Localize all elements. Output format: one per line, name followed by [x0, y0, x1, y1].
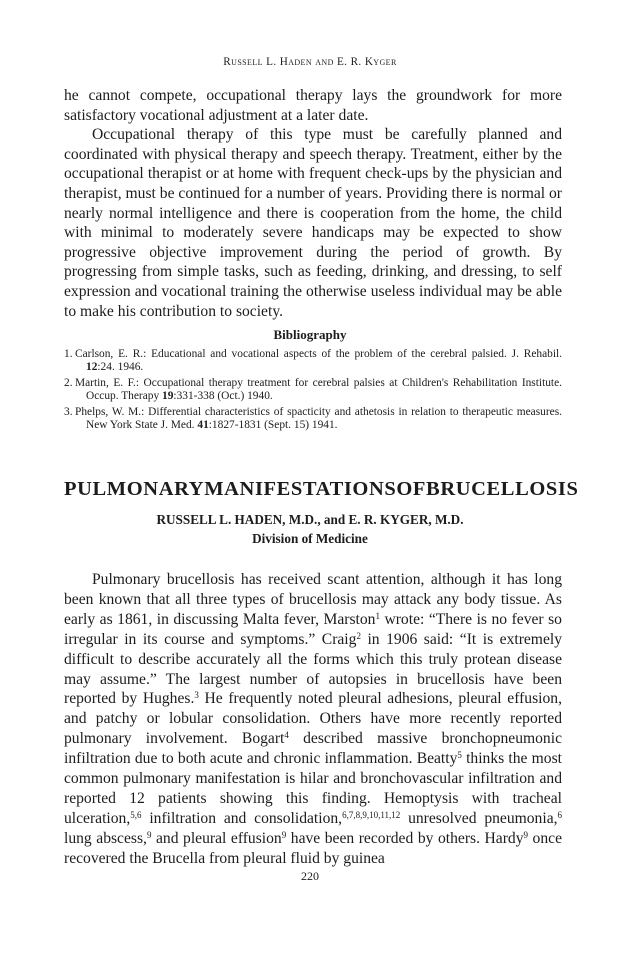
text-run: lung abscess,	[64, 829, 147, 847]
citation-ref: 9	[281, 829, 287, 840]
entry-text: Carlson, E. R.: Educational and vocational aspects of the problem of the cerebral palsied. J. Rehabil.	[75, 348, 562, 360]
citation-ref: 9	[146, 829, 152, 840]
citation-ref: 6	[557, 809, 563, 820]
entry-pages: :331-338 (Oct.) 1940.	[173, 390, 273, 403]
bibliography-entry	[64, 348, 562, 375]
citation-ref: 3	[194, 690, 199, 701]
title-word: BRUCELLOSIS	[426, 478, 579, 500]
text-run: once recovered the Brucella from pleural fluid by guinea	[64, 829, 562, 867]
continuation-text	[64, 86, 562, 321]
entry-volume: 41	[197, 419, 209, 432]
entry-volume: 12	[86, 361, 98, 374]
article-body	[64, 570, 562, 869]
entry-number: 2.	[64, 376, 73, 389]
text-run: described massive bronchopneumonic infiltration due to both acute and chronic inflammation. Beatty	[64, 730, 562, 768]
text-run: wrote: “There is no fever so irregular in its course and symptoms.” Craig	[64, 610, 562, 648]
citation-ref: 6,7,8,9,10,11,12	[342, 809, 401, 820]
citation-ref: 4	[284, 730, 289, 741]
citation-ref: 2	[356, 630, 361, 641]
citation-ref: 5,6	[130, 809, 142, 820]
article-division: Division of Medicine	[252, 531, 368, 546]
text-run: have been recorded by others. Hardy	[286, 829, 524, 847]
citation-ref: 9	[523, 829, 528, 840]
text-run: thinks the most common pulmonary manifestation is hilar and bronchovascular infiltration and reported 12 patients showing this finding. Hemoptysis with tracheal ulceration,	[64, 750, 562, 827]
entry-volume: 19	[162, 390, 174, 403]
bibliography-list	[64, 348, 562, 434]
bibliography-entry	[64, 377, 562, 404]
running-head: Russell L. Haden and E. R. Kyger	[223, 56, 397, 68]
page-number: 220	[301, 869, 319, 883]
entry-text: Martin, E. F.: Occupational therapy treatment for cerebral palsies at Children's Rehabilitation Institute. Occup. Therapy	[75, 376, 562, 403]
entry-pages: :24. 1946.	[97, 361, 144, 374]
paragraph: Occupational therapy of this type must be carefully planned and coordinated with physical therapy and speech therapy. Treatment, either by the occupational therapist or at home with frequent check-ups by the physician and therapist, must be continued for a number of years. Providing there is normal or nearly normal intelligence and there is cooperation from the home, the child with minimal to moderately severe handicaps may be expected to show progressive objective improvement during the period of growth. By progressing from simple tasks, such as feeding, drinking, and dressing, to self expression and vocational training the otherwise useless individual may be able to make his contribution to society.	[64, 126, 562, 320]
title-word: PULMONARY	[64, 478, 205, 500]
bibliography-heading: Bibliography	[273, 327, 347, 342]
article-title	[64, 478, 579, 501]
bibliography-entry	[64, 406, 562, 433]
text-run: infiltration and consolidation,	[141, 809, 343, 827]
text-run: in 1906 said: “It is extremely difficult to describe accurately all the forms which this truly protean disease may assume.” The largest number of autopsies in brucellosis have been reported by Hughes.	[64, 630, 562, 708]
text-run: unresolved pneumonia,	[400, 809, 558, 827]
entry-text: Phelps, W. M.: Differential characteristics of spacticity and athetosis in relation to therapeutic measures. New York State J. Med.	[75, 405, 562, 432]
article-authors: RUSSELL L. HADEN, M.D., and E. R. KYGER, M.D.	[156, 512, 464, 527]
text-run: He frequently noted pleural adhesions, pleural effusion, and patchy or lobular consolidation. Others have more recently reported pulmonary involvement. Bogart	[64, 690, 562, 748]
citation-ref: 1	[375, 610, 380, 621]
paragraph	[64, 570, 562, 869]
entry-pages: :1827-1831 (Sept. 15) 1941.	[208, 419, 338, 432]
text-run: and pleural effusion	[151, 829, 282, 847]
text-run: Pulmonary brucellosis has received scant attention, although it has long been known that all three types of brucellosis may attack any body tissue. As early as 1861, in discussing Malta fever, Marston	[64, 571, 562, 628]
paragraph: he cannot compete, occupational therapy lays the groundwork for more satisfactory vocational adjustment at a later date.	[64, 87, 562, 124]
title-word: MANIFESTATIONS	[204, 478, 397, 500]
entry-number: 1.	[64, 348, 73, 360]
citation-ref: 5	[457, 750, 462, 761]
entry-number: 3.	[64, 405, 73, 418]
title-word: OF	[396, 478, 427, 500]
